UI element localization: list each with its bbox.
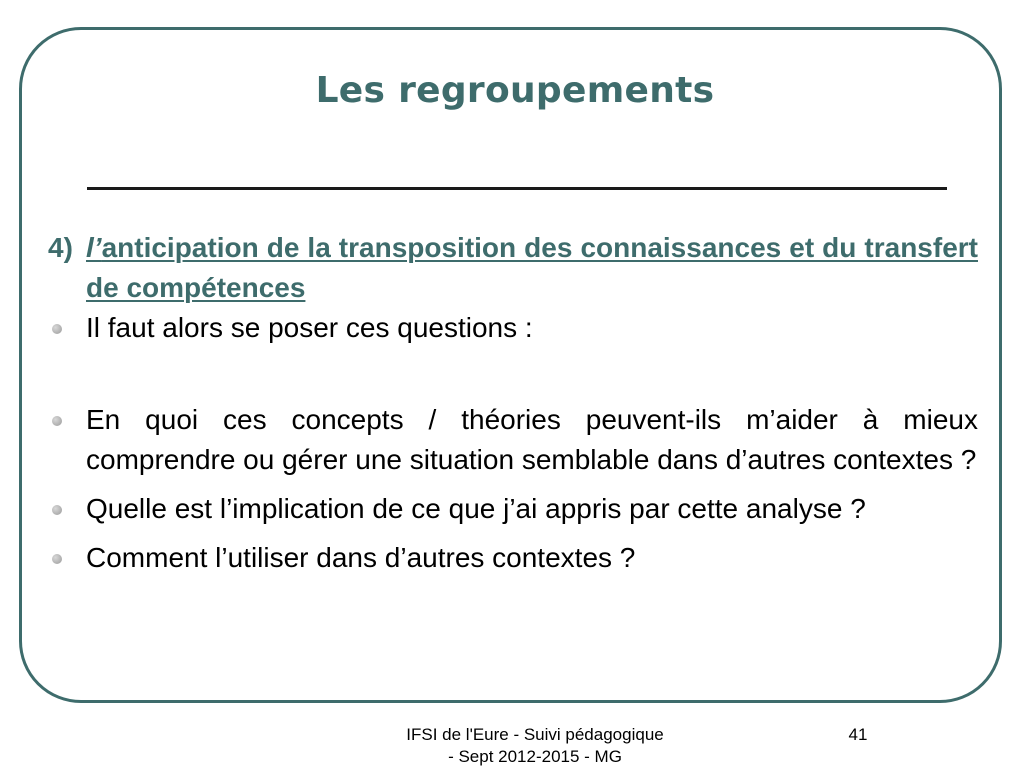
bullet-text: En quoi ces concepts / théories peuvent-ils m’aider à mieux comprendre ou gérer une situation semblable dans d’autres contextes ?: [86, 404, 978, 475]
section-heading-apostrophe: l’: [86, 232, 102, 263]
bullet-icon: [52, 416, 62, 426]
title-divider: [87, 187, 947, 190]
bullet-text: Quelle est l’implication de ce que j’ai appris par cette analyse ?: [86, 493, 866, 524]
bullet-icon: [52, 505, 62, 515]
bullet-icon: [52, 324, 62, 334]
list-item: [48, 308, 978, 348]
section-heading: [48, 228, 978, 308]
section-heading-rest: anticipation de la transposition des connaissances et du transfert de compétences: [86, 232, 978, 303]
footer-line-2: - Sept 2012-2015 - MG: [448, 747, 622, 766]
slide-footer: [375, 724, 695, 768]
page-number: 41: [848, 725, 868, 744]
spacer: [48, 348, 978, 400]
list-item: [48, 489, 978, 529]
footer-line-1: IFSI de l'Eure - Suivi pédagogique: [406, 725, 664, 744]
slide-content: [48, 228, 978, 578]
list-item: [48, 538, 978, 578]
bullet-icon: [52, 554, 62, 564]
slide-title: Les regroupements: [315, 70, 715, 111]
section-heading-text: [86, 228, 978, 308]
bullet-text: Comment l’utiliser dans d’autres contextes ?: [86, 542, 636, 573]
bullet-text: Il faut alors se poser ces questions :: [86, 312, 533, 343]
list-item: [48, 400, 978, 480]
section-number: 4): [48, 232, 73, 263]
